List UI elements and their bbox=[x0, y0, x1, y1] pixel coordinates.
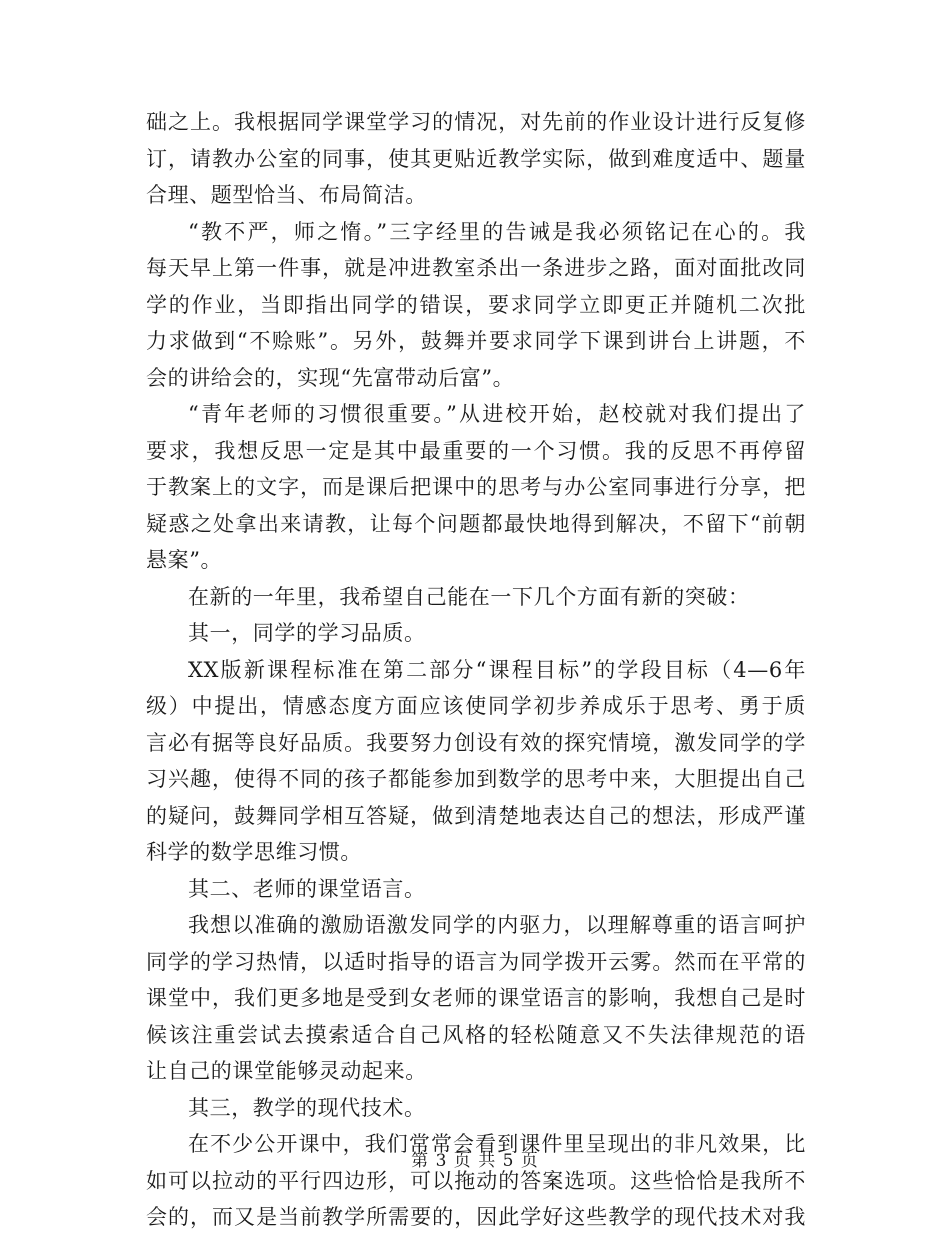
text-line: 会的讲给会的，实现“先富带动后富”。 bbox=[146, 365, 515, 390]
text-line: 订，请教办公室的同事，使其更贴近教学实际，做到难度适中、题量 bbox=[146, 146, 806, 171]
text-line: 候该注重尝试去摸索适合自己风格的轻松随意又不失法律规范的语 bbox=[146, 1022, 806, 1047]
text-line: 我想以准确的激励语激发同学的内驱力，以理解尊重的语言呵护 bbox=[188, 913, 806, 937]
text-line: 础之上。我根据同学课堂学习的情况，对先前的作业设计进行反复修 bbox=[146, 110, 806, 134]
text-line: 力求做到“不赊账”。另外，鼓舞并要求同学下课到讲台上讲题，不 bbox=[146, 329, 806, 353]
text-line: “青年老师的习惯很重要。”从进校开始，赵校就对我们提出了 bbox=[188, 402, 806, 426]
text-line: 其一，同学的学习品质。 bbox=[188, 621, 426, 645]
text-line: “教不严，师之惰。”三字经里的告诫是我必须铭记在心的。我 bbox=[188, 219, 806, 244]
text-line: 疑惑之处拿出来请教，让每个问题都最快地得到解决，不留下“前朝 bbox=[146, 511, 806, 536]
text-line: 级）中提出，情感态度方面应该使同学初步养成乐于思考、勇于质 bbox=[146, 694, 806, 718]
text-line: 合理、题型恰当、布局简洁。 bbox=[146, 183, 427, 207]
text-line: 会的，而又是当前教学所需要的，因此学好这些教学的现代技术对我 bbox=[146, 1205, 806, 1229]
text-line: 课堂中，我们更多地是受到女老师的课堂语言的影响，我想自己是时 bbox=[146, 986, 806, 1010]
text-line: 让自己的课堂能够灵动起来。 bbox=[146, 1059, 427, 1083]
text-line: 习兴趣，使得不同的孩子都能参加到数学的思考中来，大胆提出自己 bbox=[146, 767, 806, 791]
text-line: 的疑问，鼓舞同学相互答疑，做到清楚地表达自己的想法，形成严谨 bbox=[146, 803, 806, 828]
body-text bbox=[146, 104, 806, 1236]
text-line: 悬案”。 bbox=[146, 548, 223, 572]
text-line: 在新的一年里，我希望自己能在一下几个方面有新的突破： bbox=[188, 584, 750, 609]
text-line: 学的作业，当即指出同学的错误，要求同学立即更正并随机二次批 bbox=[146, 292, 806, 317]
text-line: 如可以拉动的平行四边形，可以拖动的答案选项。这些恰恰是我所不 bbox=[146, 1168, 806, 1193]
text-line: 同学的学习热情，以适时指导的语言为同学拨开云雾。然而在平常的 bbox=[146, 949, 806, 974]
text-line: 每天早上第一件事，就是冲进教室杀出一条进步之路，面对面批改同 bbox=[146, 256, 806, 280]
text-line: 其二、老师的课堂语言。 bbox=[188, 876, 426, 901]
page-footer: 第 3 页 共 5 页 bbox=[411, 1151, 539, 1171]
text-line: 在不少公开课中，我们常常会看到课件里呈现出的非凡效果，比 bbox=[188, 1132, 806, 1156]
text-line: 于教案上的文字，而是课后把课中的思考与办公室同事进行分享，把 bbox=[146, 475, 806, 499]
text-line: 要求，我想反思一定是其中最重要的一个习惯。我的反思不再停留 bbox=[146, 438, 806, 463]
text-line: 科学的数学思维习惯。 bbox=[146, 840, 362, 864]
text-line: XX版新课程标准在第二部分“课程目标”的学段目标（4—6年 bbox=[188, 657, 806, 682]
text-line: 言必有据等良好品质。我要努力创设有效的探究情境，激发同学的学 bbox=[146, 730, 806, 755]
text-line: 其三，教学的现代技术。 bbox=[188, 1095, 426, 1120]
